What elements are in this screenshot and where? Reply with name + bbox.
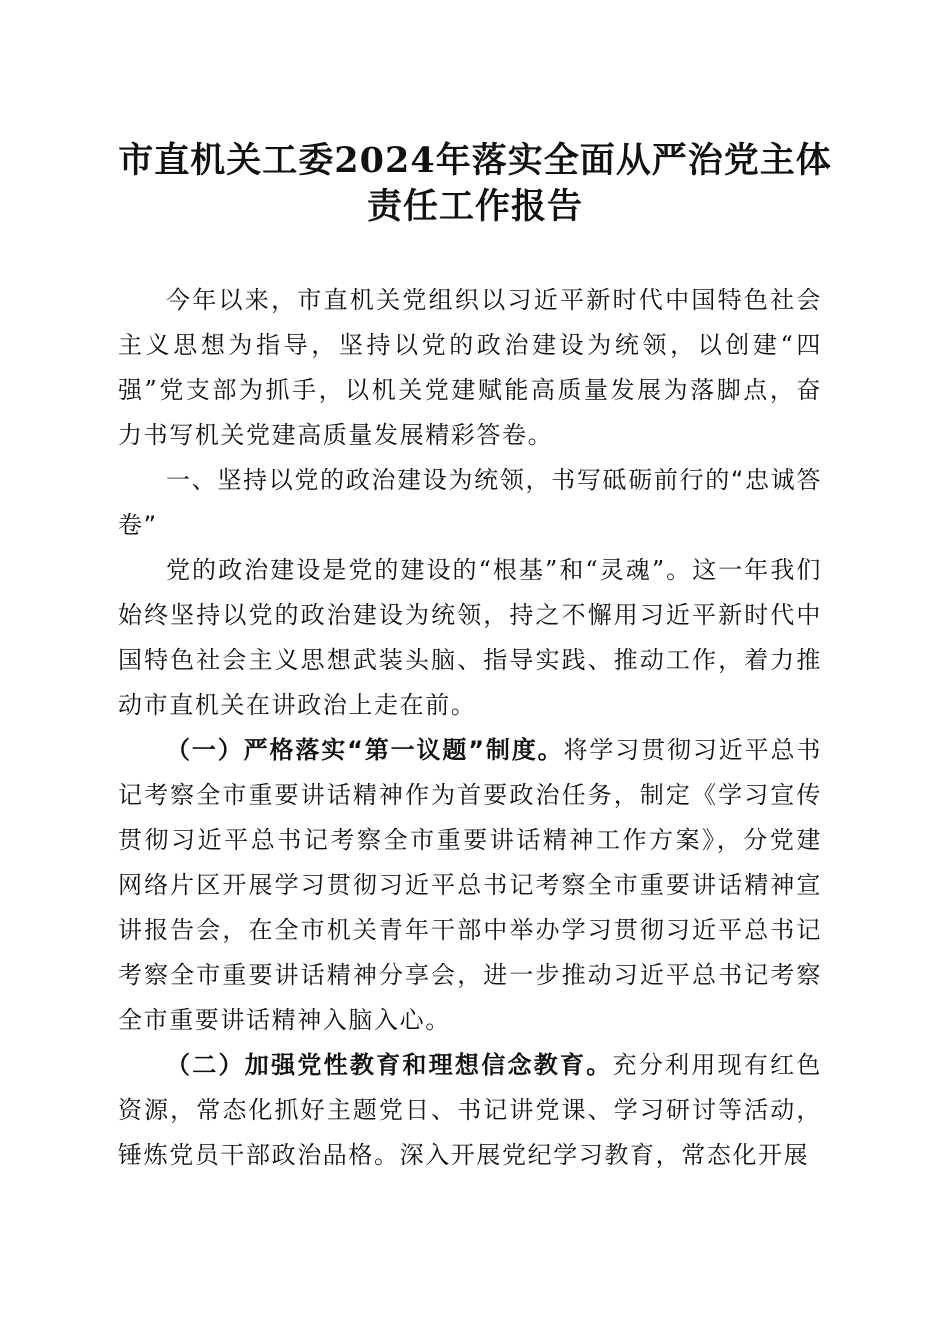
intro-paragraph: 今年以来，市直机关党组织以习近平新时代中国特色社会主义思想为指导，坚持以党的政治建设为统领，以创建“四强”党支部为抓手，以机关党建赋能高质量发展为落脚点，奋力书写机关党建高质量发展精彩答卷。	[118, 286, 822, 449]
item-1-text: 将学习贯彻习近平总书记考察全市重要讲话精神作为首要政治任务，制定《学习宣传贯彻习近平总书记考察全市重要讲话精神工作方案》，分党建网络片区开展学习贯彻习近平总书记考察全市重要讲话精神宣讲报告会，在全市机关青年干部中举办学习贯彻习近平总书记考察全市重要讲话精神分享会，进一步推动习近平总书记考察全市重要讲话精神入脑入心。	[118, 736, 822, 1034]
item-1-lead: （一）严格落实“第一议题”制度。	[166, 736, 564, 764]
title-line-1: 市直机关工委2024年落实全面从严治党主体	[118, 140, 832, 181]
title-line-2: 责任工作报告	[366, 186, 583, 227]
item-1-paragraph	[118, 728, 822, 1043]
item-2-text: 充分利用现有红色资源，常态化抓好主题党日、书记讲党课、学习研讨等活动，锤炼党员干部政治品格。深入开展党纪学习教育，常态化开展	[118, 1051, 822, 1169]
document-body	[118, 278, 822, 1178]
document-title	[118, 138, 832, 230]
item-2-lead: （二）加强党性教育和理想信念教育。	[166, 1051, 613, 1079]
item-2-paragraph	[118, 1043, 822, 1178]
section-1-heading: 一、坚持以党的政治建设为统领，书写砥砺前行的“忠诚答卷”	[118, 466, 822, 539]
section-1-paragraph: 党的政治建设是党的建设的“根基”和“灵魂”。这一年我们始终坚持以党的政治建设为统领，持之不懈用习近平新时代中国特色社会主义思想武装头脑、指导实践、推动工作，着力推动市直机关在讲政治上走在前。	[118, 556, 822, 719]
